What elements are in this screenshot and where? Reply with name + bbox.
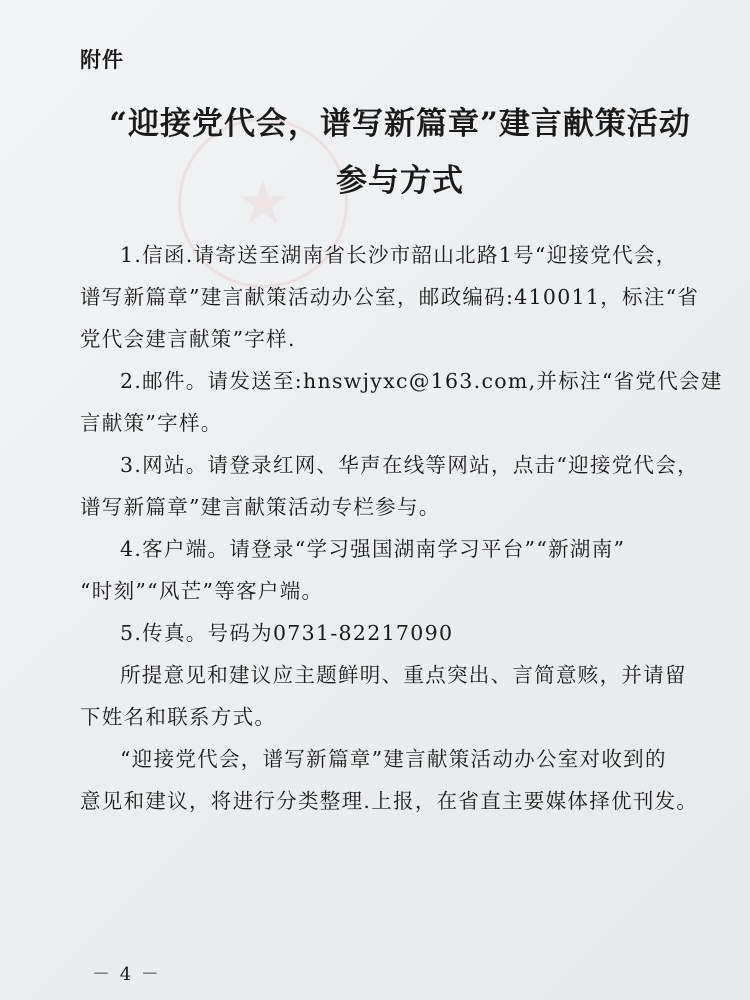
body-line-9: “时刻”“风芒”等客户端。 — [80, 579, 324, 603]
body-line-3: 党代会建言献策”字样. — [80, 327, 296, 351]
page-number: － 4 － — [92, 964, 161, 985]
body-line-6: 3.网站。请登录红网、华声在线等网站，点击“迎接党代会， — [120, 453, 699, 477]
body-line-11: 所提意见和建议应主题鲜明、重点突出、言简意赅，并请留 — [120, 663, 687, 687]
body-line-14: 意见和建议，将进行分类整理.上报，在省直主要媒体择优刊发。 — [80, 789, 699, 813]
body-line-13: “迎接党代会，谱写新篇章”建言献策活动办公室对收到的 — [120, 747, 667, 771]
document-title-line-1: “迎接党代会，谱写新篇章”建言献策活动 — [109, 106, 691, 142]
body-line-8: 4.客户端。请登录“学习强国湖南学习平台”“新湖南” — [120, 537, 626, 561]
body-line-2: 谱写新篇章”建言献策活动办公室，邮政编码:410011，标注“省 — [80, 285, 700, 309]
body-line-4: 2.邮件。请发送至:hnswjyxc@163.com,并标注“省党代会建 — [120, 369, 723, 393]
body-line-12: 下姓名和联系方式。 — [80, 705, 277, 729]
body-line-7: 谱写新篇章”建言献策活动专栏参与。 — [80, 495, 441, 519]
body-line-10: 5.传真。号码为0731-82217090 — [120, 621, 454, 645]
attachment-label: 附件 — [80, 48, 124, 72]
body-line-5: 言献策”字样。 — [80, 411, 223, 435]
document-title-line-2: 参与方式 — [336, 163, 464, 199]
body-line-1: 1.信函.请寄送至湖南省长沙市韶山北路1号“迎接党代会， — [120, 243, 678, 267]
seal-star-icon: ★ — [236, 168, 290, 238]
